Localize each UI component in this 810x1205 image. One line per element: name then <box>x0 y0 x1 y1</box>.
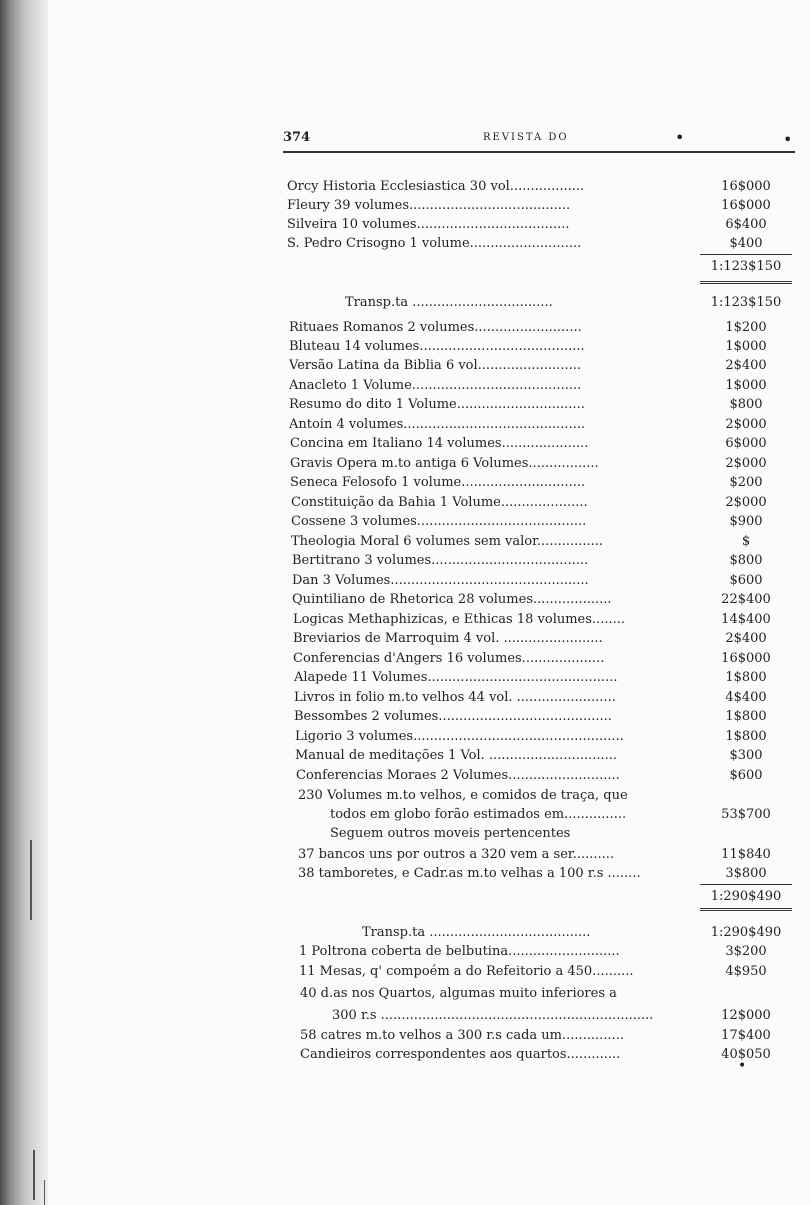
running-title: REVISTA DO <box>483 132 569 143</box>
inventory-row <box>0 415 810 434</box>
inventory-row <box>0 532 810 551</box>
bullet-mark: • <box>675 128 685 147</box>
inventory-row <box>0 493 810 512</box>
item-text: Bertitrano 3 volumes...................................... <box>292 553 589 568</box>
inventory-row <box>0 1045 810 1064</box>
inventory-row <box>0 864 810 883</box>
inventory-row <box>0 376 810 395</box>
item-text: Versão Latina da Biblia 6 vol......................... <box>289 358 581 373</box>
item-text: Resumo do dito 1 Volume............................... <box>289 397 585 412</box>
inventory-row <box>0 337 810 356</box>
item-text: Conferencias d'Angers 16 volumes.................... <box>293 651 605 666</box>
item-value: 2$400 <box>725 631 767 646</box>
inventory-row <box>0 766 810 785</box>
item-text: S. Pedro Crisogno 1 volume........................... <box>287 236 582 251</box>
item-value: 1$000 <box>725 339 767 354</box>
item-text: Bluteau 14 volumes........................................ <box>289 339 585 354</box>
bullet-mark: • <box>783 130 793 149</box>
inventory-row <box>0 688 810 707</box>
inventory-row <box>0 805 810 824</box>
inventory-row <box>0 610 810 629</box>
item-value: 17$400 <box>721 1028 771 1043</box>
item-value: 12$000 <box>721 1008 771 1023</box>
item-text: Antoin 4 volumes............................................ <box>289 417 586 432</box>
item-text: 38 tamboretes, e Cadr.as m.to velhas a 100 r.s ........ <box>298 866 641 881</box>
item-text: Conferencias Moraes 2 Volumes........................... <box>296 768 620 783</box>
item-value: 16$000 <box>721 651 771 666</box>
paragraph-text: todos em globo forão estimados em............... <box>330 807 627 822</box>
page-header <box>283 130 795 150</box>
item-text: Rituaes Romanos 2 volumes.......................... <box>289 320 582 335</box>
inventory-row <box>0 942 810 961</box>
item-value: 16$000 <box>721 198 771 213</box>
item-value: 1$000 <box>725 378 767 393</box>
transport-row <box>0 923 810 942</box>
item-value: $ <box>741 534 751 549</box>
item-value: 2$000 <box>725 417 767 432</box>
item-text: Manual de meditações 1 Vol. ............................... <box>295 748 618 763</box>
inventory-row <box>0 845 810 864</box>
item-text: Livros in folio m.to velhos 44 vol. ........................ <box>294 690 616 705</box>
paragraph-text: Seguem outros moveis pertencentes <box>330 826 571 841</box>
subtotal: 1:290$490 <box>710 889 782 904</box>
sum-rule <box>700 281 792 284</box>
inventory-row <box>0 590 810 609</box>
paragraph-text: 230 Volumes m.to velhos, e comidos de traça, que <box>298 788 628 803</box>
inventory-row <box>0 434 810 453</box>
item-value: $900 <box>729 514 763 529</box>
item-value: 1$800 <box>725 709 767 724</box>
paragraph-line <box>0 984 810 1003</box>
item-value: 2$400 <box>725 358 767 373</box>
inventory-row <box>0 395 810 414</box>
inventory-row <box>0 707 810 726</box>
paragraph-text: 300 r.s .................................................................. <box>332 1008 654 1023</box>
item-text: Gravis Opera m.to antiga 6 Volumes................. <box>290 456 599 471</box>
sum-rule <box>700 908 792 911</box>
item-text: Theologia Moral 6 volumes sem valor................ <box>291 534 604 549</box>
inventory-row <box>0 1006 810 1025</box>
item-text: Dan 3 Volumes................................................ <box>292 573 589 588</box>
item-text: 11 Mesas, q' compoém a do Refeitorio a 450.......... <box>299 964 634 979</box>
paragraph-line <box>0 786 810 805</box>
item-value: 4$950 <box>725 964 767 979</box>
inventory-row <box>0 318 810 337</box>
inventory-row <box>0 551 810 570</box>
inventory-row <box>0 571 810 590</box>
inventory-row <box>0 629 810 648</box>
item-value: 6$400 <box>725 217 767 232</box>
inventory-row <box>0 454 810 473</box>
item-text: Candieiros correspondentes aos quartos............. <box>300 1047 621 1062</box>
item-text: Alapede 11 Volumes.............................................. <box>294 670 618 685</box>
sum-rule <box>700 884 792 885</box>
item-value: $600 <box>729 768 763 783</box>
item-text: 37 bancos uns por outros a 320 vem a ser.......... <box>298 847 615 862</box>
sum-rule <box>700 254 792 255</box>
item-value: $400 <box>729 236 763 251</box>
inventory-row <box>0 356 810 375</box>
item-value: 1$800 <box>725 729 767 744</box>
header-rule <box>283 151 795 153</box>
inventory-row <box>0 512 810 531</box>
item-text: Logicas Methaphizicas, e Ethicas 18 volumes........ <box>293 612 625 627</box>
inventory-row <box>0 215 810 234</box>
item-text: Bessombes 2 volumes.......................................... <box>294 709 612 724</box>
item-text: Anacleto 1 Volume......................................... <box>289 378 582 393</box>
transport-label: Transp.ta ....................................... <box>362 925 591 940</box>
inventory-row <box>0 234 810 253</box>
item-value: 2$000 <box>725 456 767 471</box>
item-text: Constituição da Bahia 1 Volume..................... <box>291 495 588 510</box>
item-text: Cossene 3 volumes......................................... <box>291 514 587 529</box>
item-value: 16$000 <box>721 179 771 194</box>
paragraph-text: 40 d.as nos Quartos, algumas muito inferiores a <box>300 986 617 1001</box>
item-value: 6$000 <box>725 436 767 451</box>
subtotal: 1:123$150 <box>710 259 782 274</box>
item-value: 1$800 <box>725 670 767 685</box>
gutter-mark <box>33 1150 35 1200</box>
item-value: 11$840 <box>721 847 771 862</box>
item-value: 1$200 <box>725 320 767 335</box>
paragraph-line <box>0 824 810 843</box>
inventory-row <box>0 649 810 668</box>
inventory-row <box>0 177 810 196</box>
item-value: $300 <box>729 748 763 763</box>
item-value: 22$400 <box>721 592 771 607</box>
transport-label: Transp.ta .................................. <box>345 295 553 310</box>
gutter-mark <box>44 1180 45 1205</box>
item-text: Concina em Italiano 14 volumes..................... <box>290 436 589 451</box>
item-value: $200 <box>729 475 763 490</box>
inventory-row <box>0 727 810 746</box>
item-value: $600 <box>729 573 763 588</box>
transport-value: 1:290$490 <box>710 925 782 940</box>
item-text: Silveira 10 volumes..................................... <box>287 217 570 232</box>
item-text: Ligorio 3 volumes................................................... <box>295 729 624 744</box>
transport-value: 1:123$150 <box>710 295 782 310</box>
inventory-row <box>0 473 810 492</box>
item-value: 14$400 <box>721 612 771 627</box>
item-value: 3$800 <box>725 866 767 881</box>
inventory-row <box>0 196 810 215</box>
item-text: 58 catres m.to velhos a 300 r.s cada um............... <box>300 1028 624 1043</box>
item-text: Seneca Felosofo 1 volume.............................. <box>290 475 586 490</box>
item-value: 40$050 <box>721 1047 771 1062</box>
item-value: 53$700 <box>721 807 771 822</box>
bullet-mark: • <box>738 1058 747 1074</box>
item-text: Orcy Historia Ecclesiastica 30 vol.................. <box>287 179 585 194</box>
item-text: Quintiliano de Rhetorica 28 volumes................... <box>292 592 612 607</box>
item-text: Breviarios de Marroquim 4 vol. ........................ <box>293 631 603 646</box>
transport-row <box>0 293 810 312</box>
item-value: $800 <box>729 553 763 568</box>
inventory-row <box>0 746 810 765</box>
item-value: 2$000 <box>725 495 767 510</box>
inventory-row <box>0 668 810 687</box>
item-text: Fleury 39 volumes....................................... <box>287 198 571 213</box>
item-value: 4$400 <box>725 690 767 705</box>
inventory-row <box>0 962 810 981</box>
page-number: 374 <box>283 130 311 145</box>
item-value: 3$200 <box>725 944 767 959</box>
item-value: $800 <box>729 397 763 412</box>
item-text: 1 Poltrona coberta de belbutina........................... <box>299 944 620 959</box>
inventory-row <box>0 1026 810 1045</box>
